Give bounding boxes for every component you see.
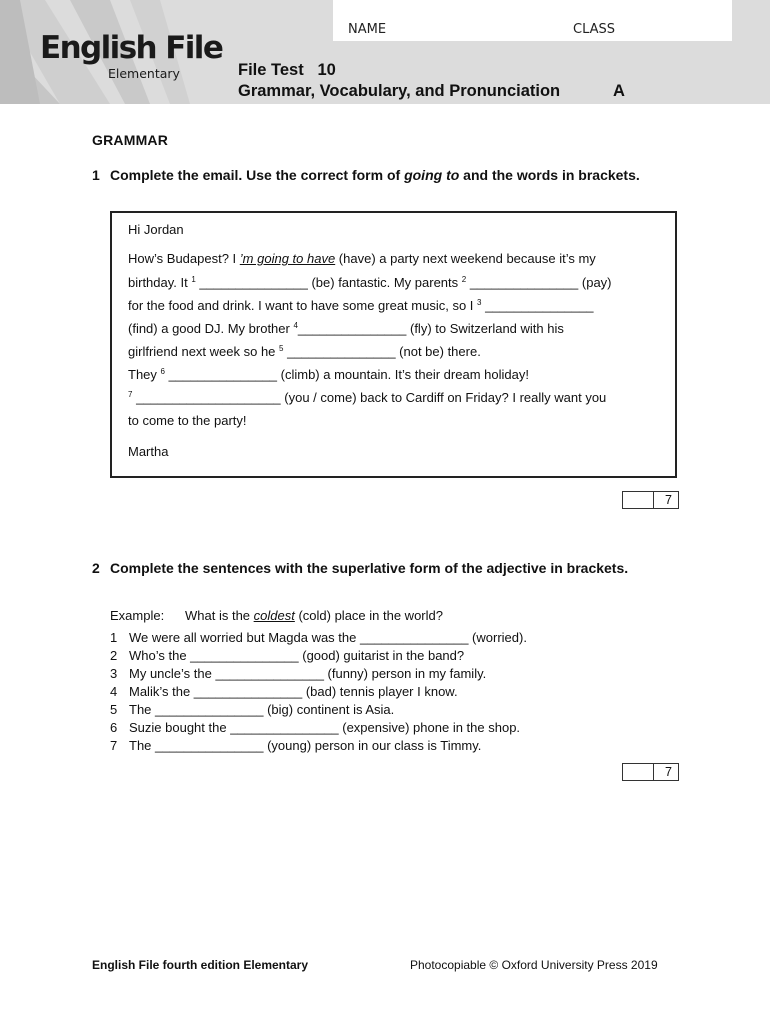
footer-copyright: Photocopiable © Oxford University Press 2019: [410, 958, 658, 972]
question-2-example: Example: What is the coldest (cold) place in the world?: [110, 608, 443, 623]
email-greeting: Hi Jordan: [128, 222, 184, 237]
sentence-item: 7 The _______________ (young) person in our class is Timmy.: [110, 738, 482, 753]
logo-title: English File: [40, 30, 223, 66]
sentence-item: 3 My uncle’s the _______________ (funny) person in my family.: [110, 666, 487, 681]
question-2-instruction: Complete the sentences with the superlative form of the adjective in brackets.: [110, 560, 629, 576]
score-blank-field[interactable]: [623, 764, 654, 780]
name-label: NAME: [348, 22, 387, 37]
question-1-number: 1: [92, 167, 100, 183]
email-line-5: girlfriend next week so he $^5$ _______________ (not be) there.: [128, 344, 481, 359]
test-subtitle: Grammar, Vocabulary, and Pronunciation: [238, 82, 561, 100]
question-1-score-box: [622, 491, 679, 509]
sentence-item: 6 Suzie bought the _______________ (expensive) phone in the shop.: [110, 720, 521, 735]
question-2-number: 2: [92, 560, 100, 576]
sentence-item: 2 Who’s the _______________ (good) guitarist in the band?: [110, 648, 465, 663]
email-line-3: for the food and drink. I want to have some great music, so I $^3$ _______________: [128, 298, 594, 313]
section-heading: GRAMMAR: [92, 132, 169, 148]
sentence-item: 5 The _______________ (big) continent is Asia.: [110, 702, 395, 717]
email-line-1: How’s Budapest? I ’m going to have (have) a party next weekend because it’s my: [128, 251, 596, 266]
header-band: [0, 0, 770, 104]
email-line-4: (find) a good DJ. My brother $^4$_______________ (fly) to Switzerland with his: [128, 321, 564, 336]
logo-subtitle: Elementary: [108, 66, 180, 81]
score-blank-field[interactable]: [623, 492, 654, 508]
example-answer: coldest: [253, 608, 295, 623]
email-example-answer: ’m going to have: [239, 251, 336, 266]
test-title: File Test 10: [238, 61, 336, 79]
email-line-7: $^7$ ____________________ (you / come) back to Cardiff on Friday? I really want you: [128, 390, 607, 405]
sentence-item: 1 We were all worried but Magda was the _______________ (worried).: [110, 630, 527, 645]
question-2-score-box: [622, 763, 679, 781]
test-version: A: [613, 82, 625, 100]
class-label: CLASS: [573, 22, 616, 37]
email-line-6: They $^6$ _______________ (climb) a mountain. It’s their dream holiday!: [128, 367, 529, 382]
sentence-item: 4 Malik’s the _______________ (bad) tennis player I know.: [110, 684, 458, 699]
email-line-2: birthday. It $^1$ _______________ (be) fantastic. My parents $^2$ _______________ (pay): [128, 275, 612, 290]
footer-book-title: English File fourth edition Elementary: [92, 958, 309, 972]
score-total: 7: [665, 493, 672, 507]
question-1-instruction: Complete the email. Use the correct form of going to and the words in brackets.: [110, 167, 640, 183]
score-total: 7: [665, 765, 672, 779]
name-class-box: [333, 0, 732, 41]
email-signoff: Martha: [128, 444, 169, 459]
email-line-8: to come to the party!: [128, 413, 247, 428]
